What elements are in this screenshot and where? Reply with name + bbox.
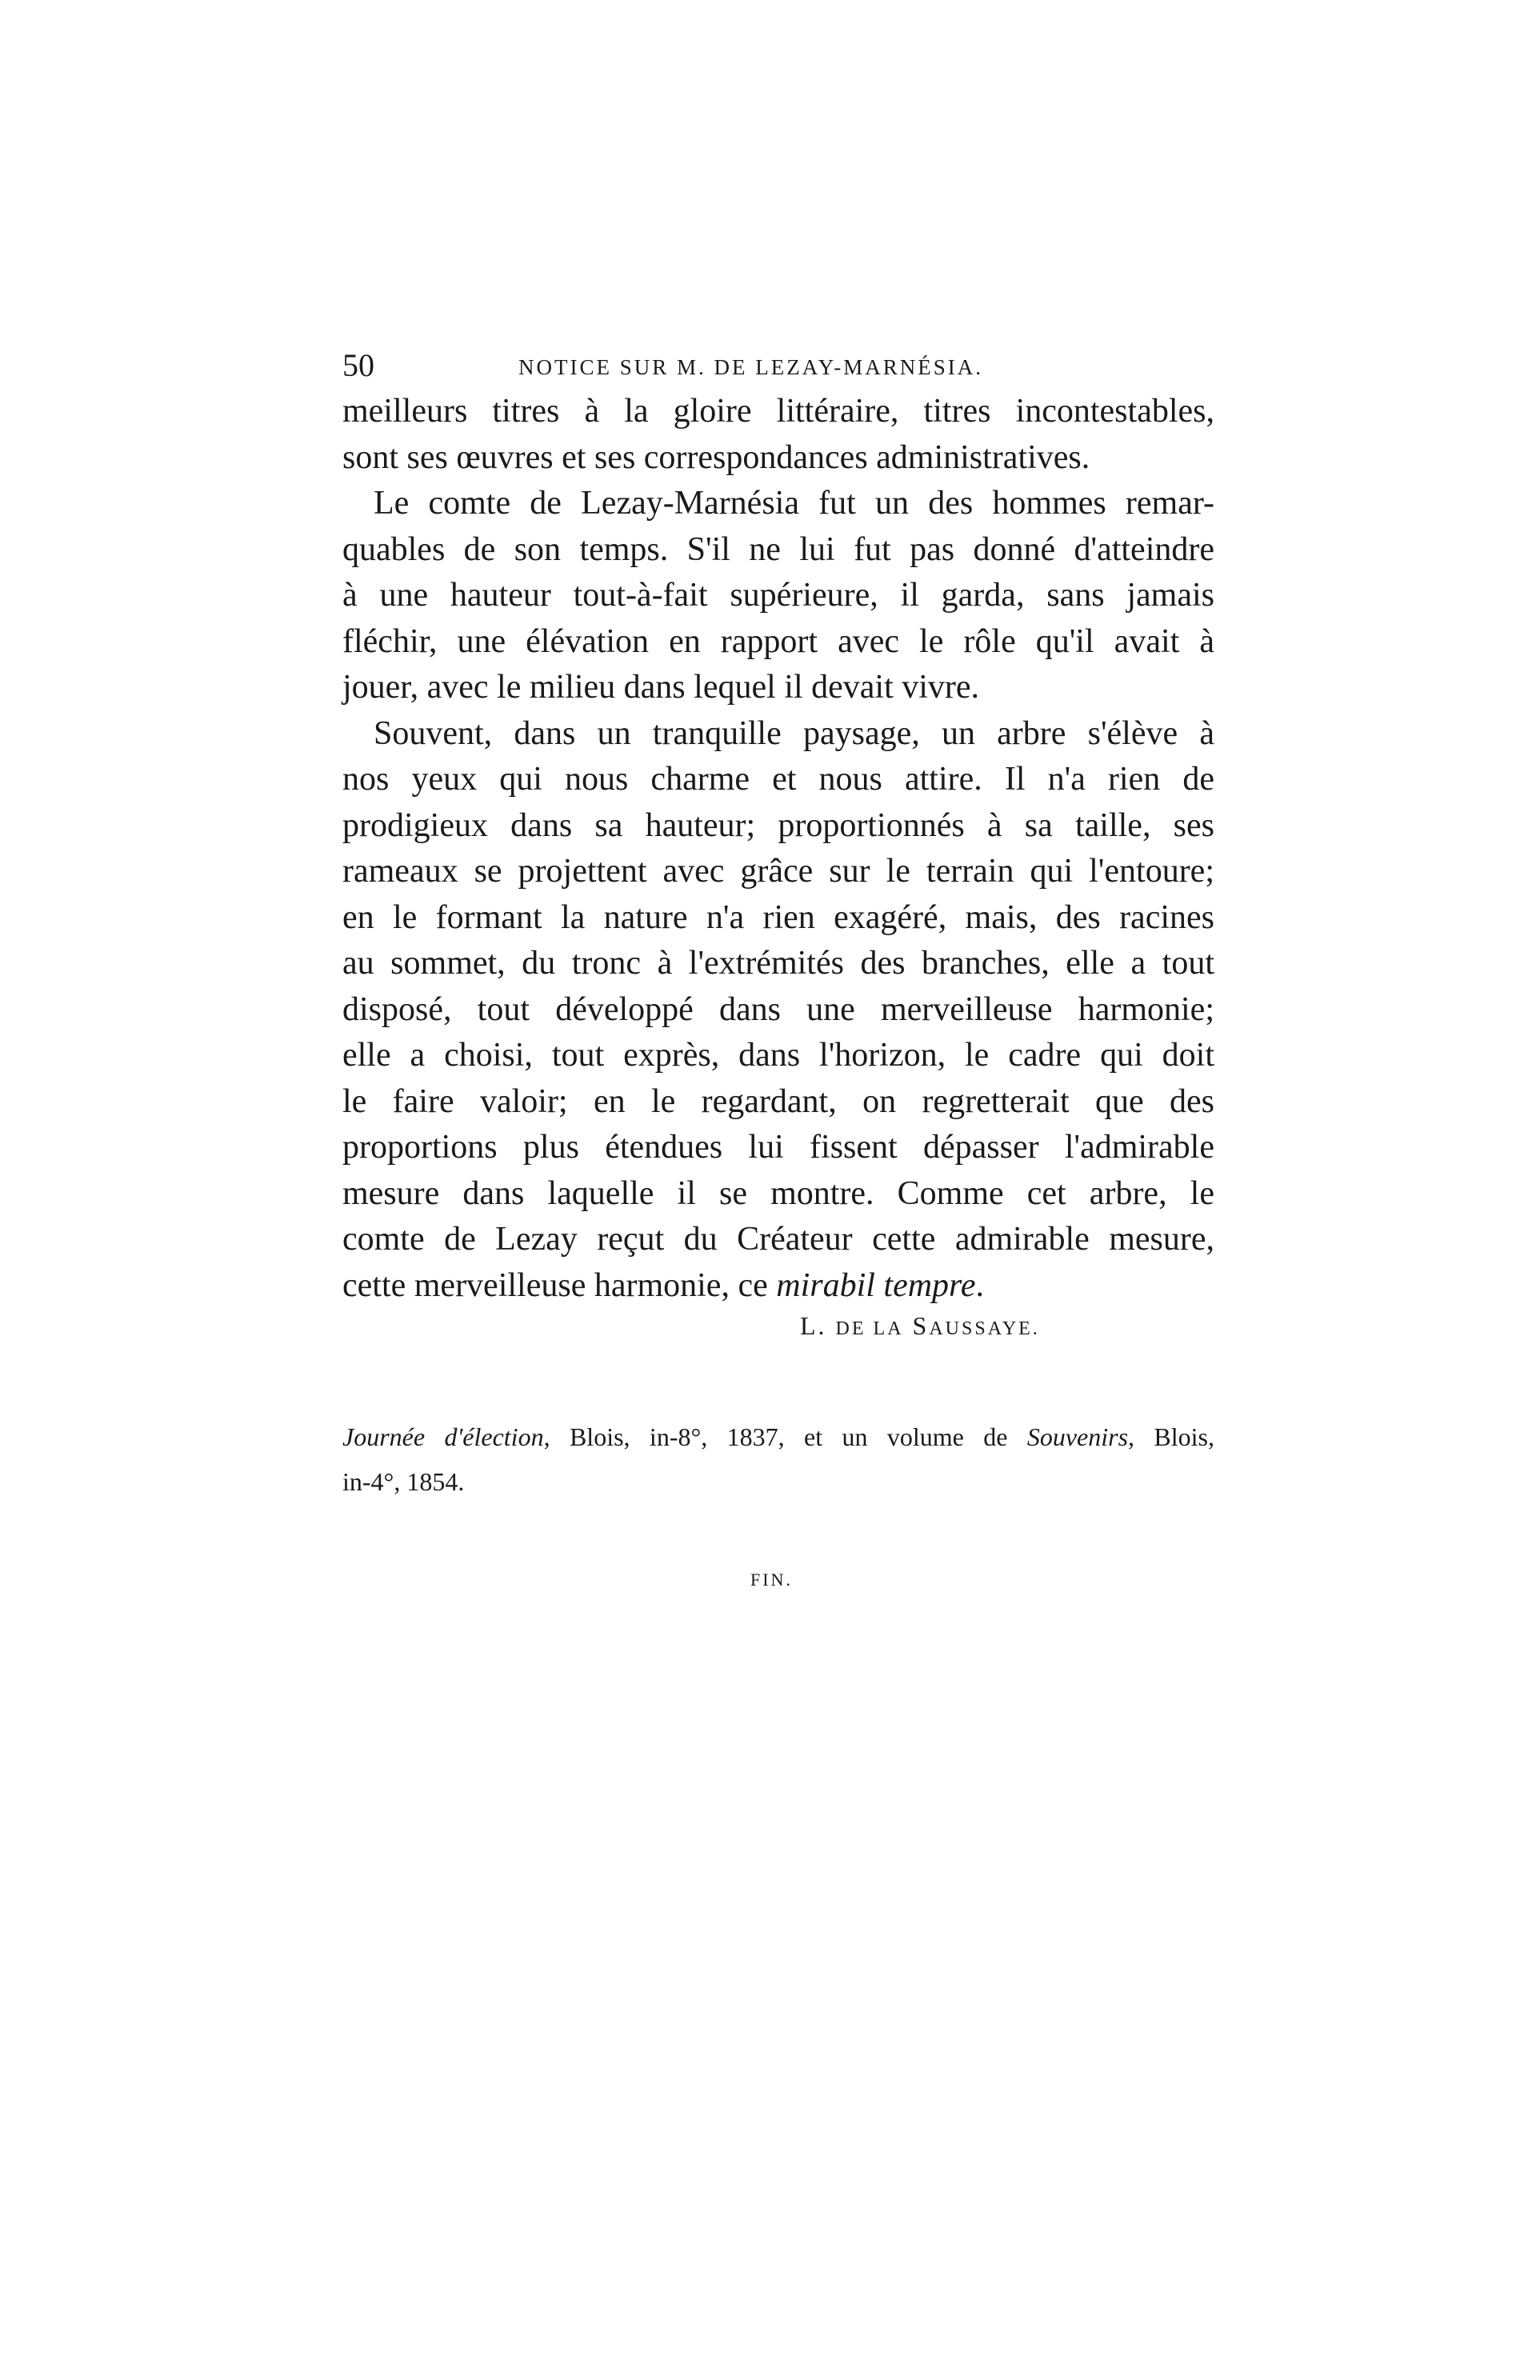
body-line: mesure dans laquelle il se montre. Comme cet arbre, le [342, 1174, 1214, 1212]
body-line-last [342, 1263, 1214, 1310]
signature-surname-initial: S [912, 1311, 930, 1340]
footnote-text-1: , Blois, in-8°, 1837, et un volume de [543, 1422, 1027, 1451]
page-header [342, 346, 1214, 386]
body-line: à une hauteur tout-à-fait supérieure, il garda, sans jamais [342, 577, 1214, 614]
body-line: Le comte de Lezay-Marnésia fut un des hommes remar- [374, 485, 1214, 522]
body-text [342, 389, 1214, 1309]
body-line: jouer, avec le milieu dans lequel il devait vivre. [342, 669, 980, 706]
body-line: disposé, tout développé dans une merveilleuse harmonie; [342, 990, 1214, 1028]
body-line: Souvent, dans un tranquille paysage, un arbre s'élève à [374, 714, 1214, 752]
body-line: proportions plus étendues lui fissent dépasser l'admirable [342, 1129, 1214, 1166]
footnote-line-2: in-4°, 1854. [342, 1467, 465, 1496]
signature-initial: L. [800, 1311, 827, 1340]
body-line: nos yeux qui nous charme et nous attire. Il n'a rien de [342, 761, 1214, 798]
body-line: le faire valoir; en le regardant, on regretterait que des [342, 1082, 1214, 1120]
signature-particle: DE LA [835, 1318, 904, 1339]
footnote-text-2: , Blois, [1128, 1422, 1215, 1451]
page-number: 50 [342, 347, 374, 383]
footnote [342, 1414, 1214, 1504]
body-line: quables de son temps. S'il ne lui fut pas donné d'atteindre [342, 530, 1214, 568]
body-line: au sommet, du tronc à l'extrémités des branches, elle a tout [342, 945, 1214, 982]
body-line: prodigieux dans sa hauteur; proportionnés à sa taille, ses [342, 806, 1214, 844]
running-head: NOTICE SUR M. DE LEZAY-MARNÉSIA. [518, 355, 984, 379]
footnote-title-2: Souvenirs [1026, 1422, 1129, 1451]
body-line: comte de Lezay reçut du Créateur cette admirable mesure, [342, 1221, 1214, 1258]
body-line: rameaux se projettent avec grâce sur le terrain qui l'entoure; [342, 853, 1214, 890]
body-line: sont ses œuvres et ses correspondances administratives. [342, 438, 1090, 476]
signature-surname-rest: AUSSAYE. [929, 1318, 1040, 1339]
body-line: elle a choisi, tout exprès, dans l'horizon, le cadre qui doit [342, 1037, 1214, 1074]
body-line: fléchir, une élévation en rapport avec le rôle qu'il avait à [342, 622, 1214, 660]
footnote-title-1: Journée d'élection [342, 1422, 544, 1451]
body-line-last-suffix: . [975, 1266, 984, 1304]
italic-phrase: mirabil tempre [776, 1266, 976, 1304]
footnote-line-1 [342, 1414, 1214, 1459]
author-signature [800, 1307, 1040, 1347]
body-line: en le formant la nature n'a rien exagéré, mais, des racines [342, 898, 1214, 936]
end-mark: FIN. [750, 1570, 793, 1590]
body-line: meilleurs titres à la gloire littéraire, titres incontestables, [342, 393, 1214, 430]
body-line-last-prefix: cette merveilleuse harmonie, ce [342, 1266, 777, 1304]
